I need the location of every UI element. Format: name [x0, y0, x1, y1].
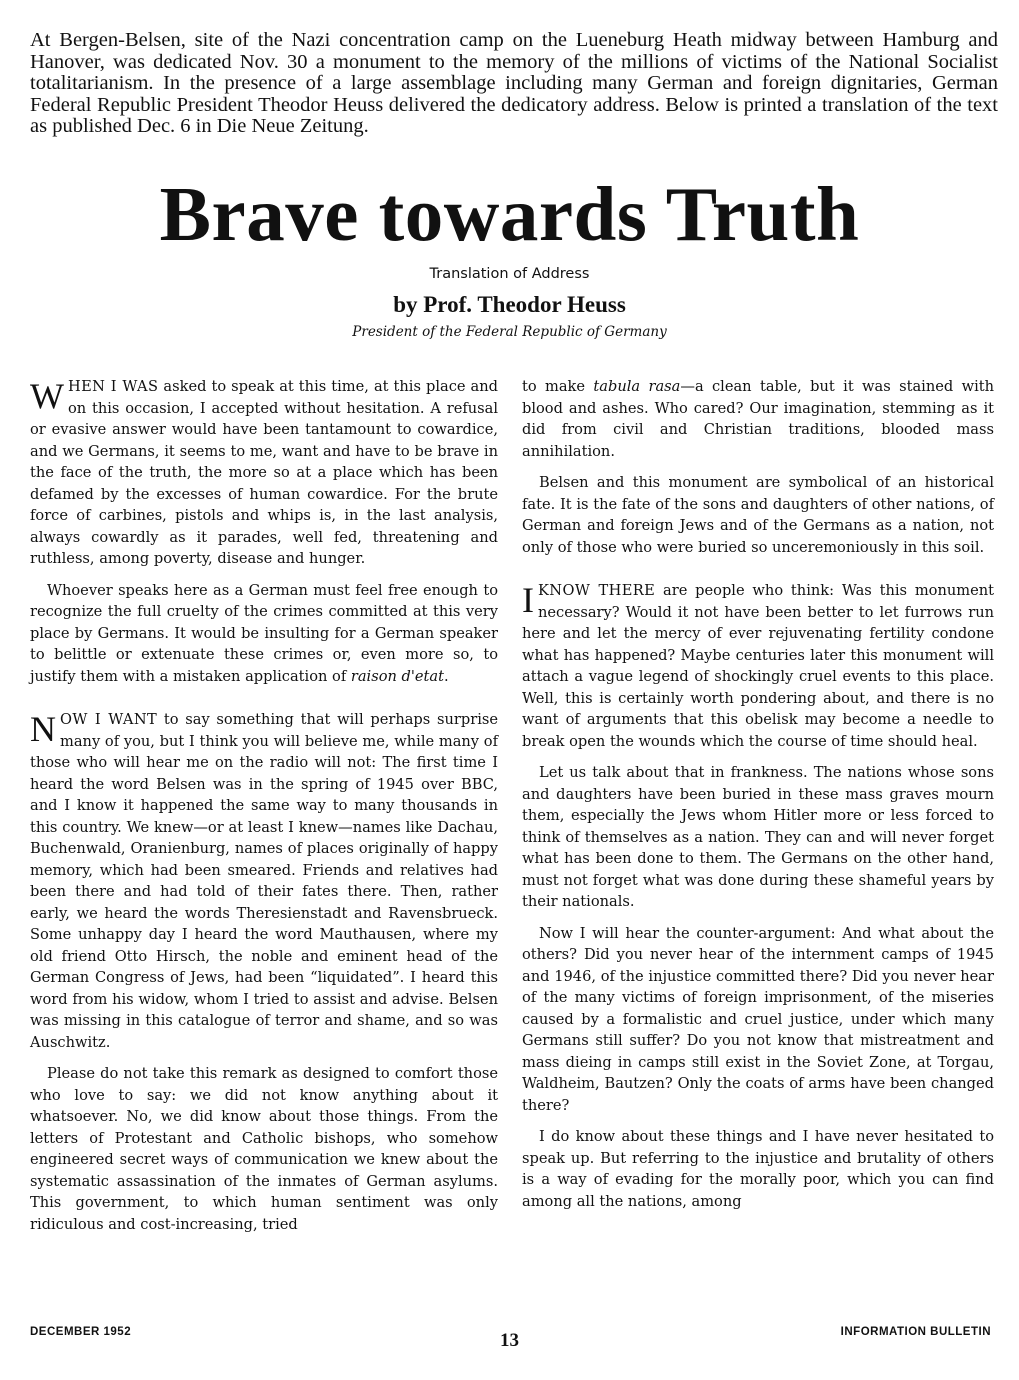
- paragraph-end: .: [443, 667, 449, 685]
- lead-in: KNOW THERE: [538, 582, 656, 599]
- lead-in: OW I WANT: [60, 711, 158, 728]
- footer-publication: INFORMATION BULLETIN: [840, 1326, 991, 1338]
- body-paragraph: [522, 1126, 994, 1212]
- body-paragraph: [30, 1063, 498, 1235]
- body-paragraph: [30, 709, 498, 1053]
- body-paragraph: [30, 376, 498, 570]
- drop-cap: I: [522, 580, 534, 620]
- drop-cap: W: [30, 376, 64, 416]
- paragraph-text: Whoever speaks here as a German must feel free enough to recognize the full cruelty of the crimes committed at this very place by Germans. It would be insulting for a German speaker to belittle or extenuate these crimes or, even more so, to justify them with a mistaken application of: [30, 581, 498, 685]
- paragraph-text: are people who think: Was this monument necessary? Would it not have been better to let furrows run here and let the mercy of ever rejuvenating fertility condone what has happened? Maybe centuries later this monument will attach a vague legend of shockingly cruel events to this place. Well, this is certainly worth pondering about, and there is no want of arguments that this obelisk may become a needle to break open the wounds which the course of time should heal.: [522, 582, 994, 750]
- paragraph-text: Please do not take this remark as designed to comfort those who love to say: we did not know anything about it whatsoever. No, we did know about those things. From the letters of Protestant and Catholic bishops, who somehow engineered secret ways of communication we knew about the systematic assassination of the inmates of German asylums. This government, to which human sentiment was only ridiculous and cost-increasing, tried: [30, 1065, 498, 1233]
- paragraph-text: I do know about these things and I have never hesitated to speak up. But referring to the injustice and brutality of others is a way of evading for the morally poor, which you can find among all the nations, among: [522, 1128, 994, 1210]
- footer-date: DECEMBER 1952: [30, 1326, 132, 1338]
- paragraph-text: to say something that will perhaps surprise many of you, but I think you will believe me, while many of those who will hear me on the radio will not: The first time I heard the word Belsen was in the spring of 1945 over BBC, and I know it happened the same way to many thousands in this country. We knew—or at least I knew—names like Dachau, Buchenwald, Oranienburg, names of places originally of happy memory, which had been smeared. Friends and relatives had been there and had told of their fates there. Then, rather early, we heard the words Theresienstadt and Ravensbrueck. Some unhappy day I heard the word Mauthausen, where my old friend Otto Hirsch, the noble and eminent head of the German Congress of Jews, had been “liquidated”. I heard this word from his widow, whom I tried to assist and advise. Belsen was missing in this catalogue of terror and shame, and so was Auschwitz.: [30, 711, 498, 1051]
- article-subtitle: Translation of Address: [429, 266, 590, 282]
- paragraph-text: to make: [522, 378, 594, 395]
- paragraph-text: Let us talk about that in frankness. The nations whose sons and daughters have been buried in these mass graves mourn them, especially the Jews whom Hitler more or less forced to think of themselves as a nation. They can and will never forget what has been done to them. The Germans on the other hand, must not forget what was done during these shameful years by their nationals.: [522, 764, 994, 910]
- left-column: [30, 376, 498, 1245]
- author-office: President of the Federal Republic of Germany: [352, 324, 667, 340]
- paragraph-text: asked to speak at this time, at this place and on this occasion, I accepted without hesitation. A refusal or evasive answer would have been tantamount to cowardice, and we Germans, it seems to me, want and have to be brave in the face of the truth, the more so at a place which has been defamed by the excesses of human cowardice. For the brute force of carbines, pistols and whips is, in the last analysis, always cowardly as it parades, well fed, threatening and ruthless, among poverty, disease and hunger.: [30, 378, 498, 567]
- paragraph-text: Belsen and this monument are symbolical of an historical fate. It is the fate of the sons and daughters of other nations, of German and foreign Jews and of the Germans as a nation, not only of those who were buried so unceremoniously in this soil.: [522, 474, 994, 556]
- intro-paragraph: At Bergen-Belsen, site of the Nazi concentration camp on the Lueneburg Heath midway between Hamburg and Hanover, was dedicated Nov. 30 a monument to the memory of the millions of victims of the National Socialist totalitarianism. In the presence of a large assemblage including many German and foreign dignitaries, German Federal Republic President Theodor Heuss delivered the dedicatory address. Below is printed a translation of the text as published Dec. 6 in Die Neue Zeitung.: [30, 29, 998, 138]
- body-paragraph: [522, 762, 994, 913]
- page-number: 13: [500, 1330, 519, 1351]
- article-title: Brave towards Truth: [159, 171, 860, 257]
- body-paragraph: [30, 580, 498, 688]
- body-paragraph: [522, 580, 994, 752]
- drop-cap: N: [30, 709, 56, 749]
- right-column: [522, 376, 994, 1222]
- lead-in: HEN I WAS: [67, 378, 159, 395]
- italic-phrase: raison d'etat: [350, 667, 444, 685]
- body-paragraph: [522, 376, 994, 462]
- byline: by Prof. Theodor Heuss: [393, 292, 626, 317]
- body-paragraph: [522, 472, 994, 558]
- paragraph-text: —a clean table, but it was stained with blood and ashes. Who cared? Our imagination, stemming as it did from civil and Christian traditions, blooded mass annihilation.: [522, 378, 994, 460]
- italic-phrase: tabula rasa: [593, 378, 681, 395]
- body-paragraph: [522, 923, 994, 1117]
- paragraph-text: Now I will hear the counter-argument: And what about the others? Did you never hear of the internment camps of 1945 and 1946, of the injustice committed there? Did you never hear of the many victims of foreign imprisonment, of the miseries caused by a formalistic and cruel justice, under which many Germans still suffer? Do you not know that mistreatment and mass dieing in camps still exist in the Soviet Zone, at Torgau, Waldheim, Bautzen? Only the coats of arms have been changed there?: [522, 924, 994, 1114]
